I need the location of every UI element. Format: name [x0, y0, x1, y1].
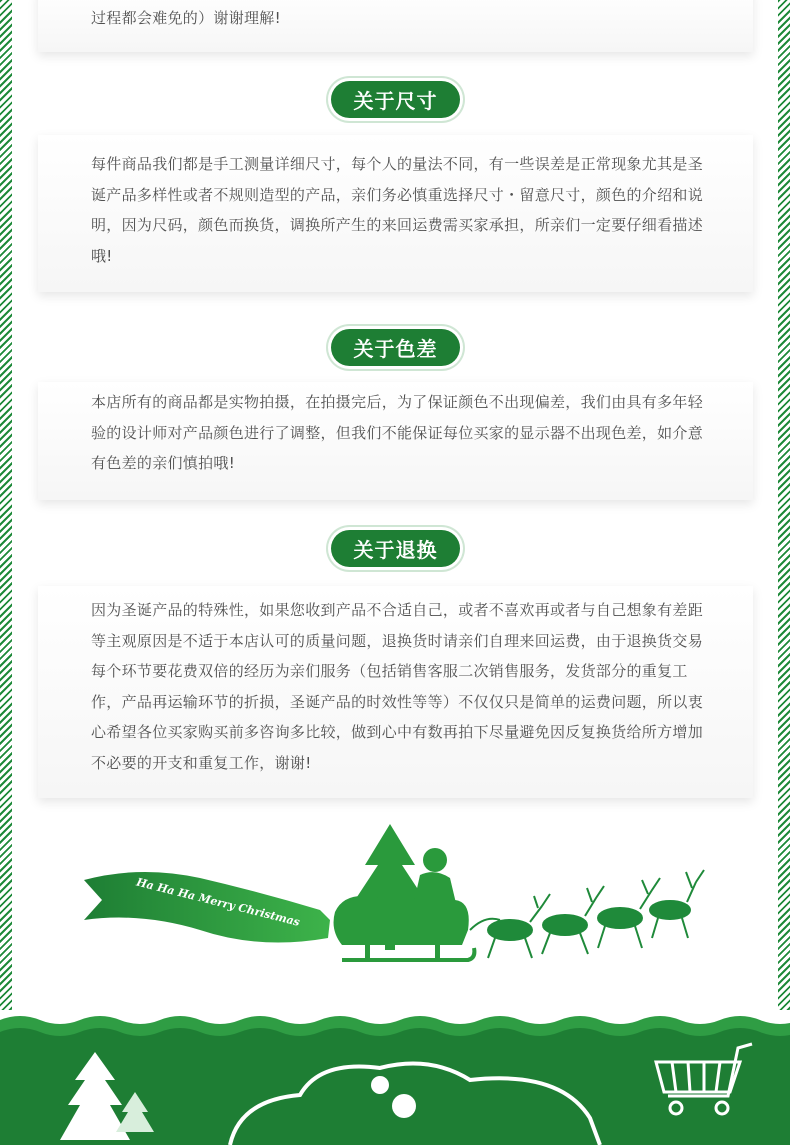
color-info-text: 本店所有的商品都是实物拍摄，在拍摄完后，为了保证颜色不出现偏差，我们由具有多年轻验的设计师对产品颜色进行了调整，但我们不能保证每位买家的显示器不出现色差，如介意有色差的亲们慎拍哦! [91, 393, 704, 472]
section-title-return: 关于退换 [353, 538, 438, 562]
right-border-stripe [778, 0, 790, 1010]
section-title-badge-size [331, 81, 460, 118]
section-title-size: 关于尺寸 [353, 89, 438, 113]
section-title-color: 关于色差 [353, 337, 438, 361]
return-info-card [38, 586, 753, 798]
banner-ribbon [84, 872, 330, 943]
size-info-card [38, 135, 753, 292]
reindeer-icon [470, 870, 704, 958]
color-info-card [38, 382, 753, 500]
banner-text: Ha Ha Ha Merry Christmas [135, 875, 302, 929]
return-info-text: 因为圣诞产品的特殊性，如果您收到产品不合适自己，或者不喜欢再或者与自己想象有差距等主观原因是不适于本店认可的质量问题，退换货时请亲们自理来回运费，由于退换货交易每个环节要花费双倍的经历为亲们服务（包括销售客服二次销售服务，发货部分的重复工作，产品再运输环节的折损，圣诞产品的时效性等等）不仅仅只是简单的运费问题，所以衷心希望各位买家购买前多咨询多比较，做到心中有数再拍下尽量避免因反复换货给所方增加不必要的开支和重复工作，谢谢! [91, 601, 704, 772]
size-info-text: 每件商品我们都是手工测量详细尺寸，每个人的量法不同，有一些误差是正常现象尤其是圣诞产品多样性或者不规则造型的产品，亲们务必慎重选择尺寸・留意尺寸，颜色的介绍和说明，因为尺码，颜色而换货，调换所产生的来回运费需买家承担，所亲们一定要仔细看描述哦! [91, 155, 704, 265]
notice-card-top [38, 0, 753, 52]
notice-card-top-text: 过程都会难免的）谢谢理解! [91, 9, 281, 27]
christmas-scene [80, 820, 710, 990]
section-title-badge-color [331, 329, 460, 366]
section-title-badge-return [331, 530, 460, 567]
left-border-stripe [0, 0, 12, 1010]
footer-band [0, 1000, 790, 1145]
